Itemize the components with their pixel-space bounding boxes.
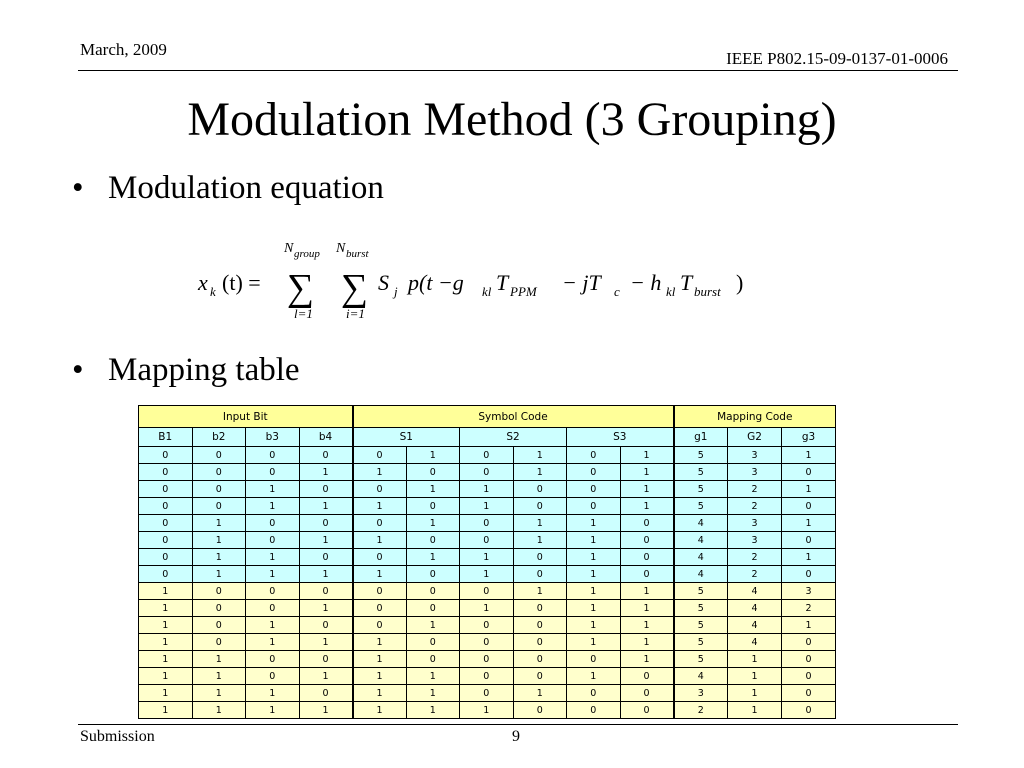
table-cell: 1 [513,447,567,464]
table-cell: 1 [246,481,300,498]
table-cell: 1 [567,600,621,617]
table-cell: 0 [353,617,407,634]
table-cell: 0 [139,566,193,583]
table-cell: 0 [513,481,567,498]
table-cell: 2 [674,702,728,719]
table-cell: 4 [728,600,782,617]
table-cell: 0 [513,617,567,634]
table-cell: 0 [620,566,674,583]
col-header-b4: b4 [299,428,353,447]
table-cell: 0 [299,515,353,532]
table-cell: 0 [192,583,246,600]
table-row [139,702,836,719]
table-row [139,583,836,600]
table-cell: 1 [353,566,407,583]
table-cell: 0 [567,464,621,481]
table-cell: 1 [782,447,836,464]
table-cell: 2 [728,566,782,583]
table-row [139,566,836,583]
table-cell: 0 [460,447,514,464]
table-cell: 1 [406,481,460,498]
table-cell: 0 [353,583,407,600]
table-row [139,617,836,634]
table-cell: 1 [299,634,353,651]
col-header-g3: g3 [782,428,836,447]
table-cell: 1 [299,566,353,583]
table-cell: 0 [513,600,567,617]
table-cell: 1 [299,668,353,685]
table-cell: 3 [728,447,782,464]
table-cell: 0 [513,651,567,668]
table-cell: 0 [782,464,836,481]
table-cell: 1 [353,685,407,702]
table-cell: 1 [246,685,300,702]
col-header-b1: B1 [139,428,193,447]
table-cell: 0 [460,583,514,600]
table-cell: 0 [192,498,246,515]
table-cell: 3 [728,532,782,549]
table-cell: 0 [620,515,674,532]
col-header-s2: S2 [460,428,567,447]
table-cell: 4 [674,515,728,532]
table-cell: 2 [728,498,782,515]
eq-p-open: p(t −g [408,270,464,295]
table-cell: 1 [192,651,246,668]
table-cell: 0 [782,566,836,583]
table-cell: 1 [620,617,674,634]
table-cell: 0 [782,702,836,719]
eq-sigma-1: ∑ [287,267,315,309]
table-cell: 1 [246,566,300,583]
group-header-row [139,406,836,428]
table-cell: 4 [674,532,728,549]
table-cell: 0 [192,634,246,651]
table-cell: 1 [406,685,460,702]
table-cell: 5 [674,651,728,668]
table-cell: 0 [192,600,246,617]
table-cell: 1 [299,702,353,719]
table-cell: 1 [353,498,407,515]
table-cell: 1 [567,583,621,600]
table-cell: 0 [513,668,567,685]
bullet-mapping-table [72,352,300,389]
table-cell: 1 [353,532,407,549]
table-cell: 0 [567,447,621,464]
table-cell: 1 [567,566,621,583]
table-cell: 5 [674,634,728,651]
table-cell: 0 [620,668,674,685]
table-cell: 0 [139,549,193,566]
table-cell: 0 [299,549,353,566]
table-row [139,532,836,549]
eq-sum1-upper-sub: group [294,248,320,260]
table-cell: 1 [728,668,782,685]
table-cell: 1 [406,617,460,634]
table-cell: 0 [192,481,246,498]
bullet-modulation-equation [72,170,384,207]
page-number: 9 [512,728,520,745]
table-cell: 1 [192,685,246,702]
table-cell: 0 [620,702,674,719]
table-cell: 4 [728,634,782,651]
table-cell: 1 [513,532,567,549]
table-cell: 4 [674,566,728,583]
table-cell: 0 [782,498,836,515]
table-cell: 4 [728,583,782,600]
header-date: March, 2009 [80,40,167,59]
table-cell: 0 [567,651,621,668]
table-cell: 1 [192,549,246,566]
eq-t1: T [496,270,509,295]
table-cell: 1 [299,532,353,549]
table-cell: 1 [782,617,836,634]
table-cell: 1 [460,600,514,617]
bullet-text: Mapping table [108,352,300,388]
table-cell: 1 [406,515,460,532]
table-cell: 1 [782,515,836,532]
table-cell: 1 [139,634,193,651]
table-cell: 0 [782,668,836,685]
table-cell: 1 [192,668,246,685]
table-cell: 0 [460,685,514,702]
table-cell: 1 [406,702,460,719]
table-cell: 1 [406,549,460,566]
group-header-symbol-code: Symbol Code [353,406,674,428]
table-cell: 1 [620,651,674,668]
table-cell: 1 [139,702,193,719]
table-cell: 0 [513,566,567,583]
table-row [139,481,836,498]
table-cell: 0 [139,447,193,464]
table-cell: 1 [460,481,514,498]
table-row [139,651,836,668]
table-row [139,549,836,566]
table-cell: 1 [460,702,514,719]
table-cell: 0 [246,583,300,600]
column-header-row [139,428,836,447]
table-cell: 1 [567,515,621,532]
table-cell: 2 [782,600,836,617]
table-cell: 0 [406,464,460,481]
table-cell: 0 [460,515,514,532]
table-cell: 0 [406,566,460,583]
eq-s: S [378,270,389,295]
table-cell: 2 [728,549,782,566]
table-cell: 1 [353,668,407,685]
table-cell: 1 [353,634,407,651]
mapping-table [138,405,836,719]
table-cell: 1 [728,685,782,702]
table-cell: 1 [567,668,621,685]
col-header-b3: b3 [246,428,300,447]
table-cell: 1 [353,702,407,719]
table-cell: 1 [513,515,567,532]
table-cell: 0 [139,464,193,481]
eq-t: (t) = [222,270,261,295]
table-cell: 0 [246,600,300,617]
table-cell: 0 [299,583,353,600]
eq-sum2-upper-sub: burst [346,248,369,260]
slide-title: Modulation Method (3 Grouping) [187,93,837,146]
table-row [139,634,836,651]
table-cell: 0 [513,549,567,566]
table-cell: 0 [620,532,674,549]
table-cell: 0 [620,685,674,702]
table-cell: 0 [246,515,300,532]
eq-ppm: PPM [510,284,537,299]
table-cell: 0 [139,532,193,549]
table-cell: 1 [567,532,621,549]
table-cell: 4 [728,617,782,634]
eq-t2: T [680,270,693,295]
table-cell: 1 [353,464,407,481]
bullet-text: Modulation equation [108,170,384,206]
table-cell: 4 [674,549,728,566]
table-row [139,447,836,464]
table-cell: 1 [782,549,836,566]
eq-sum1-lower: l=1 [294,306,313,321]
table-cell: 1 [139,668,193,685]
eq-c: c [614,284,620,299]
table-cell: 1 [406,447,460,464]
table-cell: 1 [192,515,246,532]
table-cell: 0 [406,634,460,651]
group-header-mapping-code: Mapping Code [674,406,836,428]
table-row [139,515,836,532]
modulation-equation [190,236,770,328]
table-row [139,668,836,685]
table-cell: 1 [513,685,567,702]
footer-divider [78,724,958,725]
table-cell: 0 [567,498,621,515]
table-cell: 0 [620,549,674,566]
table-cell: 0 [406,651,460,668]
table-cell: 1 [620,498,674,515]
table-cell: 1 [139,617,193,634]
table-row [139,464,836,481]
table-cell: 3 [782,583,836,600]
table-cell: 5 [674,447,728,464]
table-cell: 0 [513,498,567,515]
table-cell: 0 [299,685,353,702]
table-cell: 1 [246,617,300,634]
table-row [139,600,836,617]
col-header-s1: S1 [353,428,460,447]
table-cell: 1 [192,532,246,549]
table-cell: 0 [406,532,460,549]
table-cell: 0 [139,498,193,515]
table-cell: 1 [139,685,193,702]
table-cell: 1 [567,549,621,566]
eq-sigma-2: ∑ [341,267,369,309]
table-cell: 1 [513,464,567,481]
table-row [139,685,836,702]
table-cell: 5 [674,583,728,600]
bullet-icon: • [72,170,84,206]
eq-burst: burst [694,284,721,299]
table-row [139,498,836,515]
table-cell: 3 [728,464,782,481]
eq-sum1-upper-n: N [284,241,294,256]
table-cell: 1 [192,702,246,719]
table-cell: 0 [246,668,300,685]
table-cell: 0 [353,600,407,617]
bullet-icon: • [72,352,84,388]
table-cell: 0 [353,549,407,566]
table-cell: 1 [299,600,353,617]
table-cell: 0 [460,617,514,634]
eq-k: k [210,284,216,299]
table-cell: 1 [728,702,782,719]
table-cell: 0 [299,617,353,634]
table-cell: 0 [406,498,460,515]
table-cell: 5 [674,600,728,617]
eq-j: j [394,284,398,299]
table-cell: 1 [567,634,621,651]
table-cell: 0 [246,447,300,464]
table-cell: 1 [139,600,193,617]
table-cell: 0 [782,685,836,702]
table-cell: 1 [406,668,460,685]
table-cell: 0 [299,447,353,464]
table-cell: 0 [246,532,300,549]
table-cell: 1 [139,651,193,668]
header-divider [78,70,958,71]
header-document-id: IEEE P802.15-09-0137-01-0006 [726,49,948,68]
table-cell: 0 [406,583,460,600]
table-cell: 1 [513,583,567,600]
table-cell: 0 [192,617,246,634]
table-cell: 1 [246,634,300,651]
table-cell: 0 [567,702,621,719]
table-cell: 1 [299,498,353,515]
table-cell: 0 [246,464,300,481]
col-header-g1: g1 [674,428,728,447]
table-cell: 0 [139,515,193,532]
eq-minus-h: − h [630,270,662,295]
table-cell: 0 [460,668,514,685]
table-cell: 0 [406,600,460,617]
table-cell: 4 [674,668,728,685]
footer-submission: Submission [80,728,155,745]
table-cell: 1 [620,634,674,651]
table-cell: 2 [728,481,782,498]
table-cell: 0 [192,447,246,464]
table-cell: 0 [192,464,246,481]
table-cell: 5 [674,617,728,634]
table-cell: 1 [620,600,674,617]
table-cell: 1 [782,481,836,498]
table-cell: 0 [782,651,836,668]
table-cell: 0 [782,634,836,651]
table-cell: 0 [460,464,514,481]
table-cell: 1 [246,498,300,515]
table-cell: 1 [460,498,514,515]
table-cell: 0 [299,481,353,498]
col-header-s3: S3 [567,428,674,447]
table-cell: 0 [353,447,407,464]
eq-close: ) [736,270,744,295]
eq-sum2-lower: i=1 [346,306,365,321]
table-cell: 1 [728,651,782,668]
col-header-g2: G2 [728,428,782,447]
mapping-table-body [139,447,836,719]
table-cell: 0 [460,634,514,651]
table-cell: 0 [513,634,567,651]
table-cell: 1 [299,464,353,481]
eq-mid: − jT [562,270,601,295]
group-header-input-bit: Input Bit [139,406,353,428]
eq-sum2-upper-n: N [336,241,346,256]
table-cell: 0 [460,532,514,549]
table-cell: 5 [674,498,728,515]
table-cell: 5 [674,481,728,498]
table-cell: 0 [139,481,193,498]
table-cell: 1 [460,566,514,583]
table-cell: 0 [246,651,300,668]
table-cell: 0 [460,651,514,668]
table-cell: 3 [674,685,728,702]
table-cell: 1 [192,566,246,583]
table-cell: 1 [620,583,674,600]
table-cell: 1 [620,447,674,464]
eq-kl-1: kl [482,284,492,299]
col-header-b2: b2 [192,428,246,447]
table-cell: 0 [353,515,407,532]
table-cell: 1 [353,651,407,668]
table-cell: 0 [513,702,567,719]
table-cell: 3 [728,515,782,532]
table-cell: 1 [567,617,621,634]
table-cell: 1 [620,464,674,481]
eq-x: x [198,270,208,295]
table-cell: 0 [353,481,407,498]
table-cell: 0 [299,651,353,668]
table-cell: 1 [620,481,674,498]
table-cell: 5 [674,464,728,481]
table-cell: 1 [460,549,514,566]
table-cell: 0 [567,685,621,702]
table-cell: 0 [782,532,836,549]
table-cell: 1 [246,702,300,719]
table-cell: 0 [567,481,621,498]
table-cell: 1 [246,549,300,566]
eq-kl-2: kl [666,284,676,299]
table-cell: 1 [139,583,193,600]
